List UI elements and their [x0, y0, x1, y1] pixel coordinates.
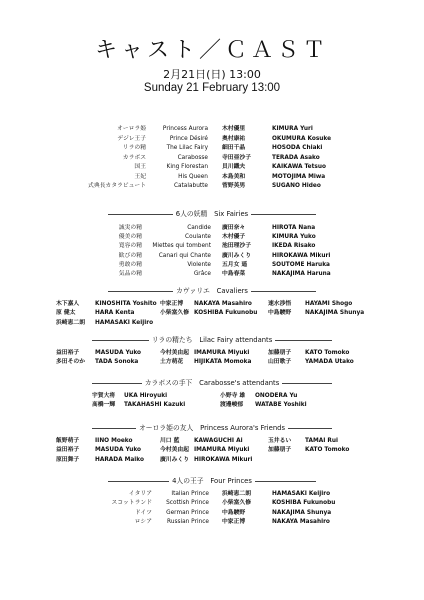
dancer-name-jp: 中島駿野 — [268, 310, 292, 317]
dancer-name-en: KATO Tomoko — [305, 447, 350, 454]
role-jp: オーロラ姫 — [117, 126, 146, 132]
dancer-name-jp: 小柴富久修 — [222, 500, 251, 507]
role-en: Russian Prince — [167, 518, 209, 525]
fairies-header: 6人の妖精 Six Fairies — [0, 209, 424, 219]
dancer-name-en: KIMURA Yuko — [272, 234, 316, 241]
friends-header: オーロラ姫の友人 Princess Aurora's Friends — [0, 423, 424, 433]
dancer-name-en: HAYAMI Shogo — [305, 301, 353, 307]
dancer-name-jp: 加藤朋子 — [268, 447, 292, 454]
dancer-name-jp: 川口 藍 — [160, 438, 180, 444]
cast-row — [0, 233, 424, 241]
dancer-name-jp: 加藤朋子 — [268, 350, 292, 356]
dancer-name-en: IMAMURA Miyuki — [194, 350, 250, 356]
dancer-name-en: SOUTOME Haruka — [272, 261, 330, 268]
role-jp: スコットランド — [111, 500, 152, 507]
ensemble-row — [0, 437, 424, 445]
dancer-name-en: IINO Moeko — [95, 438, 133, 444]
page-title: キャスト／ＣＡＳＴ — [94, 38, 329, 63]
dancer-name-jp: 菅野英男 — [222, 183, 246, 189]
role-jp: 気品の精 — [118, 271, 142, 277]
role-en: Princess Aurora — [162, 126, 208, 132]
dancer-name-jp: 中島春菜 — [222, 271, 246, 277]
dancer-name-en: HAMASAKI Keijiro — [272, 491, 331, 497]
dancer-name-jp: 木下嘉人 — [56, 301, 80, 307]
dancer-name-en: SUGANO Hideo — [272, 183, 321, 189]
dancer-name-jp: 土方萌花 — [160, 359, 184, 366]
dancer-name-en: HAMASAKI Keijiro — [95, 319, 154, 326]
dancer-name-jp: 廣川みくり — [160, 456, 189, 463]
cast-row — [0, 261, 424, 269]
dancer-name-jp: 浜崎恵二朗 — [56, 319, 85, 326]
dancer-name-jp: 山田歌子 — [268, 359, 292, 366]
performance-date-jp: 2月21日(日) 13:00 — [163, 68, 261, 81]
role-jp: 誠実の精 — [118, 225, 142, 231]
dancer-name-jp: 木村優子 — [222, 234, 246, 241]
ensemble-row — [0, 456, 424, 464]
role-jp: デジレ王子 — [117, 135, 146, 142]
dancer-name-en: TADA Sonoka — [95, 359, 139, 366]
dancer-name-en: HIJIKATA Momoka — [194, 359, 252, 366]
ensemble-row — [0, 446, 424, 454]
role-jp: 勇敢の精 — [118, 261, 142, 268]
dancer-name-en: IMAMURA Miyuki — [194, 447, 250, 454]
role-en: German Prince — [166, 509, 209, 516]
dancer-name-jp: 小野寺 雄 — [220, 393, 246, 399]
dancer-name-jp: 木村優里 — [222, 126, 246, 132]
role-en: Canari qui Chante — [158, 252, 211, 259]
cast-row — [0, 154, 424, 162]
dancer-name-en: HARADA Maiko — [95, 456, 144, 463]
dancer-name-en: WATABE Yoshiki — [255, 402, 307, 409]
cast-row — [0, 490, 424, 498]
dancer-name-jp: 原田舞子 — [56, 456, 80, 463]
role-jp: カラボス — [122, 154, 146, 161]
dancer-name-en: IKEDA Risako — [272, 243, 316, 250]
princes-header: 4人の王子 Four Princes — [0, 476, 424, 486]
role-jp: 国王 — [134, 164, 146, 170]
role-jp: 王妃 — [134, 173, 146, 180]
role-jp: 寛容の精 — [118, 243, 142, 250]
cast-row — [0, 163, 424, 171]
lilac-header: リラの精たち Lilac Fairy attendants — [0, 335, 424, 345]
dancer-name-en: NAKAJIMA Shunya — [272, 509, 332, 516]
ensemble-row — [0, 349, 424, 357]
dancer-name-jp: 今村美由起 — [160, 350, 189, 356]
dancer-name-en: HARA Kenta — [95, 310, 135, 317]
dancer-name-en: NAKAJIMA Haruna — [272, 271, 331, 277]
cast-row — [0, 125, 424, 133]
dancer-name-jp: 五月女 遥 — [222, 261, 248, 268]
dancer-name-jp: 今村美由起 — [160, 447, 189, 454]
role-en: Prince Désiré — [169, 135, 208, 142]
cast-row — [0, 173, 424, 181]
dancer-name-jp: 多田そのか — [56, 359, 85, 366]
role-jp: ドイツ — [134, 509, 152, 516]
dancer-name-en: TAMAI Rui — [305, 438, 338, 444]
cast-row — [0, 509, 424, 517]
cast-row — [0, 144, 424, 152]
dancer-name-jp: 奥村康祐 — [222, 135, 246, 142]
cast-row — [0, 224, 424, 232]
dancer-name-en: MOTOJIMA Miwa — [272, 173, 326, 180]
cast-row — [0, 182, 424, 190]
dancer-name-jp: 速水渉悟 — [268, 301, 292, 307]
role-en: Coulante — [185, 234, 211, 241]
dancer-name-jp: 益田裕子 — [56, 350, 80, 356]
role-en: Italian Prince — [171, 491, 209, 497]
cavaliers-header: カヴァリエ Cavaliers — [0, 286, 424, 296]
dancer-name-jp: 中家正博 — [222, 518, 246, 525]
dancer-name-jp: 小柴富久修 — [160, 310, 189, 317]
dancer-name-jp: 細田千晶 — [222, 145, 246, 151]
ensemble-row — [0, 309, 424, 317]
dancer-name-jp: 廣川みくり — [222, 252, 251, 259]
dancer-name-en: KIMURA Yuri — [272, 126, 313, 132]
dancer-name-jp: 中家正博 — [160, 301, 184, 307]
role-jp: ロシア — [134, 518, 152, 525]
cast-row — [0, 518, 424, 526]
role-jp: イタリア — [128, 491, 152, 497]
dancer-name-en: KOSHIBA Fukunobu — [194, 310, 258, 317]
dancer-name-jp: 宇賀大将 — [92, 393, 116, 399]
role-jp: 歓びの精 — [118, 252, 142, 259]
dancer-name-en: HIROKAWA Mikuri — [272, 252, 331, 259]
role-en: Miettes qui tombent — [152, 243, 211, 250]
dancer-name-en: KAIKAWA Tetsuo — [272, 164, 326, 170]
role-en: Catalabutte — [173, 183, 208, 189]
dancer-name-jp: 貝川鐵夫 — [222, 164, 246, 170]
dancer-name-jp: 原 健太 — [56, 310, 76, 317]
dancer-name-jp: 浜崎恵二朗 — [222, 491, 251, 497]
dancer-name-en: KATO Tomoko — [305, 350, 350, 356]
role-jp: 式典長カタラビュート — [88, 183, 146, 189]
carabosse-header: カラボスの手下 Carabosse's attendants — [0, 378, 424, 388]
dancer-name-en: HOSODA Chiaki — [272, 145, 323, 151]
cast-row — [0, 270, 424, 278]
role-en: Violente — [187, 261, 211, 268]
dancer-name-jp: 寺田亜沙子 — [222, 154, 251, 161]
dancer-name-en: KINOSHITA Yoshito — [95, 301, 157, 307]
dancer-name-en: NAKAJIMA Shunya — [305, 310, 365, 317]
role-en: Carabosse — [177, 154, 208, 161]
role-en: Candide — [187, 225, 211, 231]
dancer-name-en: NAKAYA Masahiro — [272, 518, 330, 525]
dancer-name-en: TAKAHASHI Kazuki — [124, 402, 186, 409]
ensemble-row — [0, 392, 424, 400]
dancer-name-en: UKA Hiroyuki — [124, 393, 168, 399]
ensemble-row — [0, 358, 424, 366]
dancer-name-jp: 髙橋一輝 — [92, 402, 116, 409]
dancer-name-en: OKUMURA Kosuke — [272, 135, 332, 142]
dancer-name-jp: 玉井るい — [268, 438, 292, 444]
ensemble-row — [0, 319, 424, 327]
dancer-name-jp: 本島美和 — [222, 173, 246, 180]
dancer-name-en: ONODERA Yu — [255, 393, 298, 399]
role-jp: リラの精 — [122, 145, 146, 151]
dancer-name-en: YAMADA Utako — [305, 359, 354, 366]
dancer-name-en: MASUDA Yuko — [95, 447, 142, 454]
role-en: King Florestan — [166, 164, 208, 170]
dancer-name-jp: 池田理沙子 — [222, 243, 251, 250]
cast-row — [0, 135, 424, 143]
ensemble-row — [0, 300, 424, 308]
dancer-name-en: HIROKAWA Mikuri — [194, 456, 253, 463]
role-en: Scottish Prince — [166, 500, 209, 507]
role-en: Grâce — [193, 271, 211, 277]
cast-row — [0, 499, 424, 507]
performance-date-en: Sunday 21 February 13:00 — [143, 82, 281, 94]
dancer-name-jp: 廣田奈々 — [222, 225, 246, 231]
cast-row — [0, 242, 424, 250]
dancer-name-en: MASUDA Yuko — [95, 350, 142, 356]
dancer-name-en: KOSHIBA Fukunobu — [272, 500, 336, 507]
dancer-name-en: KAWAGUCHI Ai — [194, 438, 243, 444]
dancer-name-jp: 飯野萌子 — [56, 438, 80, 444]
role-en: The Lilac Fairy — [166, 145, 208, 151]
ensemble-row — [0, 401, 424, 409]
dancer-name-en: TERADA Asako — [272, 154, 320, 161]
dancer-name-jp: 渡邊峻郁 — [220, 402, 244, 409]
role-jp: 優美の精 — [118, 234, 142, 241]
role-en: His Queen — [178, 173, 208, 180]
dancer-name-jp: 益田裕子 — [56, 447, 80, 454]
dancer-name-en: HIROTA Nana — [272, 225, 316, 231]
dancer-name-jp: 中島駿野 — [222, 509, 246, 516]
dancer-name-en: NAKAYA Masahiro — [194, 301, 252, 307]
cast-row — [0, 252, 424, 260]
